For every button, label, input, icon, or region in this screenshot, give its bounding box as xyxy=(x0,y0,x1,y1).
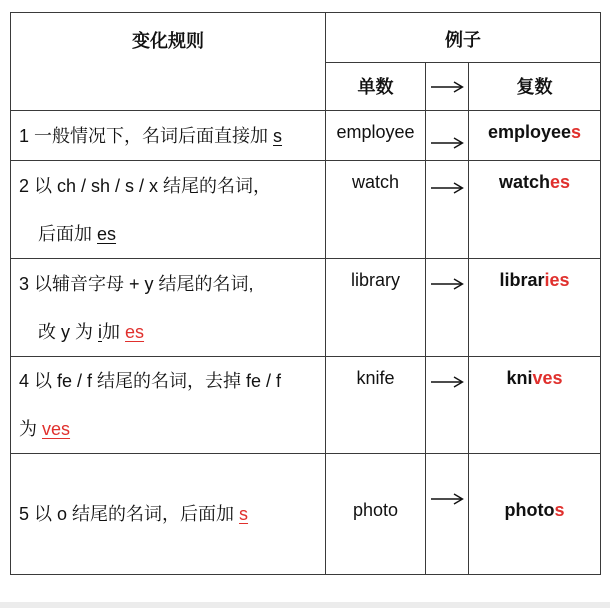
rule-text: 改 y 为 xyxy=(38,321,99,342)
rule-line xyxy=(19,405,325,453)
plural-rules-table xyxy=(10,12,601,575)
plural-suffix: es xyxy=(550,172,571,192)
plural-suffix: ves xyxy=(532,368,563,388)
header-example-cell xyxy=(326,13,601,63)
singular-cell xyxy=(326,357,426,454)
page-bottom-strip xyxy=(0,602,610,608)
rule-text: 5 以 o 结尾的名词，后面加 xyxy=(19,504,240,524)
rule-text: 2 以 ch / sh / s / x 结尾的名词， xyxy=(19,175,272,196)
rule-line xyxy=(19,112,325,160)
rule-ending: ves xyxy=(42,419,71,439)
plural-suffix: ies xyxy=(544,270,570,290)
rule-line xyxy=(19,357,325,405)
singular-cell xyxy=(326,454,426,575)
plural-stem: photo xyxy=(504,500,555,520)
arrow-cell xyxy=(426,454,469,575)
header-arrow-cell xyxy=(426,63,469,111)
singular-word: employee xyxy=(336,122,415,142)
arrow-cell xyxy=(426,161,469,259)
rule-text: 3 以辅音字母 + y 结尾的名词, xyxy=(19,273,254,294)
plural-suffix: s xyxy=(571,122,582,142)
arrow-right-icon xyxy=(430,79,464,95)
singular-cell xyxy=(326,111,426,161)
arrow-right-icon xyxy=(430,135,464,151)
rule-ending: s xyxy=(273,125,283,146)
plural-stem: watch xyxy=(498,172,550,192)
header-rule-cell xyxy=(11,13,326,111)
rule-line xyxy=(19,490,325,538)
header-example-label: 例子 xyxy=(445,29,481,50)
plural-stem: kni xyxy=(506,368,533,388)
rule-text: 为 xyxy=(19,419,43,439)
plural-cell xyxy=(469,357,601,454)
arrow-right-icon xyxy=(430,276,464,292)
singular-word: library xyxy=(350,270,400,290)
singular-word: knife xyxy=(356,368,395,388)
arrow-cell xyxy=(426,357,469,454)
rule-cell xyxy=(11,111,326,161)
header-row xyxy=(11,13,601,63)
rule-cell xyxy=(11,454,326,575)
arrow-right-icon xyxy=(430,374,464,390)
rule-text: 加 xyxy=(102,321,126,342)
plural-cell xyxy=(469,454,601,575)
arrow-right-icon xyxy=(430,180,464,196)
singular-cell xyxy=(326,161,426,259)
rule-ending: es xyxy=(97,223,117,244)
rule-cell xyxy=(11,259,326,357)
rule-ending: es xyxy=(125,321,145,342)
singular-cell xyxy=(326,259,426,357)
table-row xyxy=(11,357,601,454)
rule-cell xyxy=(11,161,326,259)
header-singular-label: 单数 xyxy=(357,76,394,97)
arrow-cell xyxy=(426,259,469,357)
arrow-right-icon xyxy=(430,491,464,507)
table-row xyxy=(11,454,601,575)
rule-cell xyxy=(11,357,326,454)
plural-cell xyxy=(469,111,601,161)
plural-cell xyxy=(469,161,601,259)
header-rule-label: 变化规则 xyxy=(132,31,204,51)
header-plural-label: 复数 xyxy=(516,76,553,97)
header-singular-cell xyxy=(326,63,426,111)
plural-suffix: s xyxy=(554,500,565,520)
table-row xyxy=(11,259,601,357)
rule-ending: s xyxy=(239,504,249,524)
table-row xyxy=(11,161,601,259)
rule-text: 后面加 xyxy=(38,223,98,244)
rule-line xyxy=(19,210,325,258)
singular-word: photo xyxy=(352,500,399,520)
rule-changed-letter: i xyxy=(98,321,103,342)
rule-line xyxy=(19,308,325,356)
plural-stem: employee xyxy=(487,122,572,142)
rule-line xyxy=(19,260,325,308)
header-plural-cell xyxy=(469,63,601,111)
singular-word: watch xyxy=(351,172,400,192)
plural-cell xyxy=(469,259,601,357)
table-row xyxy=(11,111,601,161)
arrow-cell xyxy=(426,111,469,161)
plural-stem: librar xyxy=(499,270,545,290)
rule-line xyxy=(19,162,325,210)
rule-text: 1 一般情况下，名词后面直接加 xyxy=(19,125,274,146)
rule-text: 4 以 fe / f 结尾的名词，去掉 fe / f xyxy=(19,371,282,391)
